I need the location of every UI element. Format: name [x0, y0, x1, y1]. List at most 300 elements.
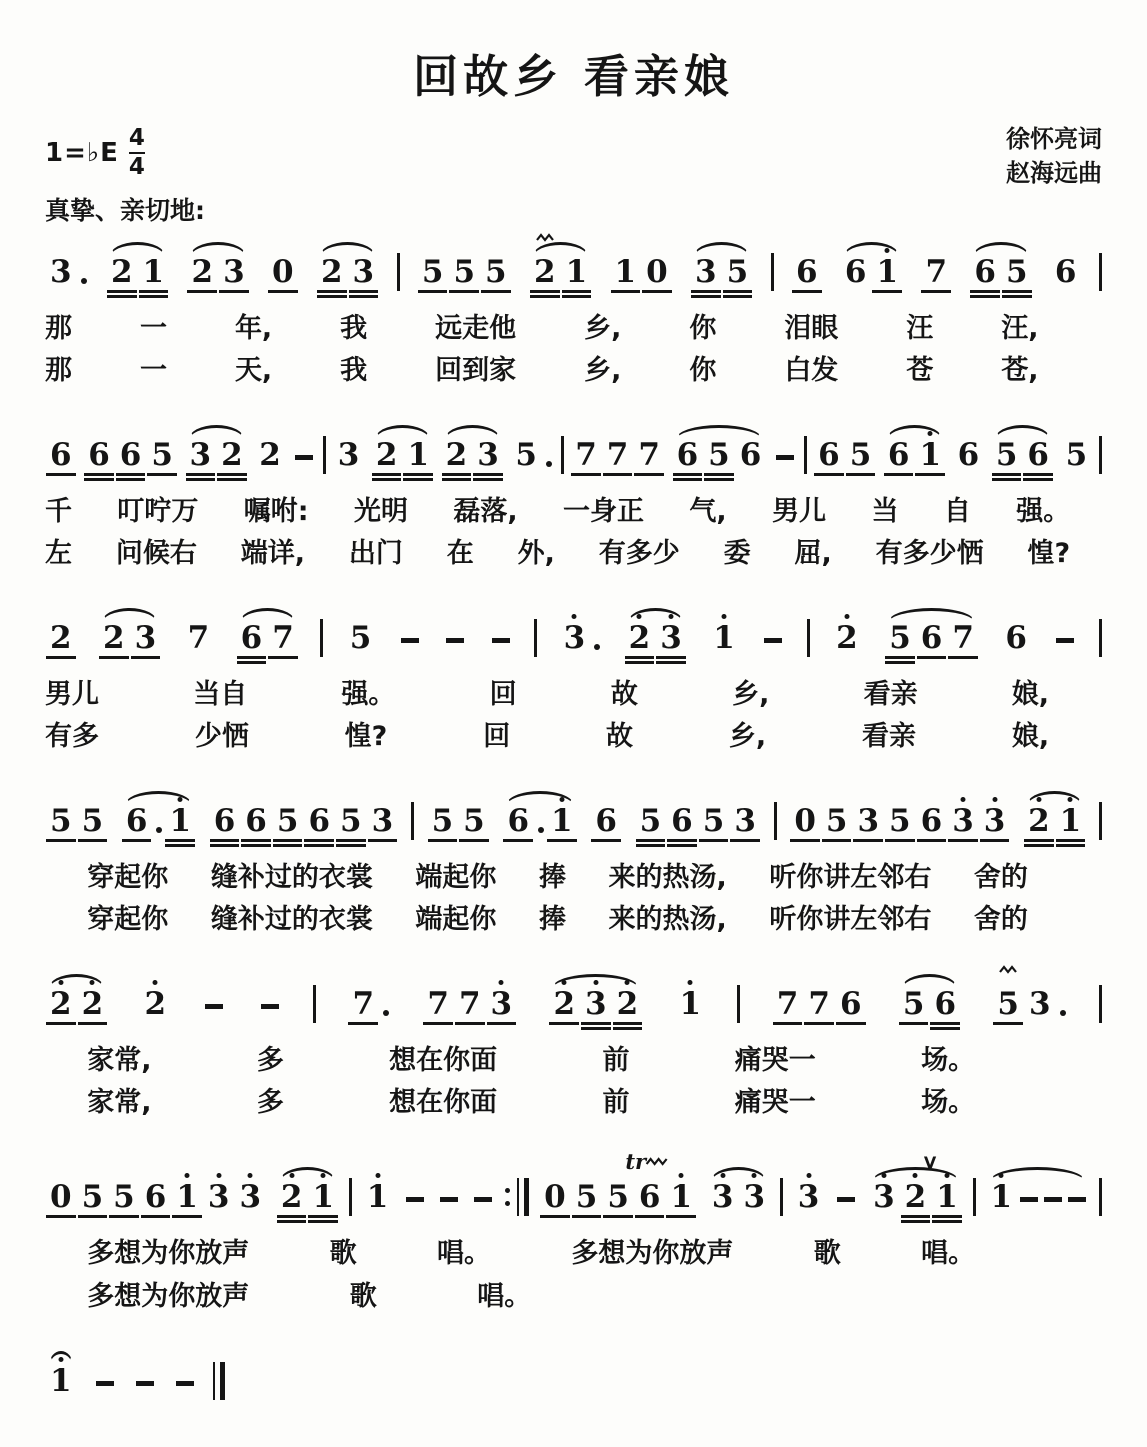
barline [534, 619, 537, 657]
dash-note [96, 1381, 114, 1386]
notes-row [45, 1144, 1102, 1227]
note [691, 254, 721, 290]
note [235, 1179, 265, 1216]
rhythm-underline [814, 473, 844, 476]
lyric-word: 那 [45, 313, 72, 344]
octave-dot-icon [999, 1173, 1004, 1178]
note [625, 1149, 665, 1216]
rhythm-underline [107, 295, 137, 298]
dash-note [1056, 638, 1074, 643]
note-group [570, 437, 665, 474]
lyric-word: 嘱咐: [243, 496, 309, 528]
rhythm-underline [237, 656, 267, 659]
rhythm-underline [459, 839, 489, 842]
rhythm-underline [704, 478, 734, 481]
octave-dot-icon [720, 1173, 725, 1178]
rhythm-underline [1056, 839, 1086, 842]
note-group [292, 455, 316, 471]
rhythm-underline [273, 839, 303, 842]
note-digit: 6 [974, 254, 996, 290]
note-digit: 5 [708, 437, 730, 474]
note [642, 254, 672, 290]
lyric-word: 端起你 [415, 904, 497, 936]
breath-mark-icon: V [923, 1153, 937, 1173]
rhythm-underline [603, 1215, 633, 1218]
lyrics-row [87, 1281, 531, 1312]
slurred-note-group [441, 437, 504, 474]
note [187, 254, 217, 290]
rhythm-underline [930, 1022, 960, 1025]
rhythm-underline [540, 1215, 570, 1218]
octave-dot-icon [752, 1173, 757, 1178]
rhythm-underline [273, 844, 303, 847]
octave-dot-icon [185, 1173, 190, 1178]
rhythm-underline [667, 844, 697, 847]
note-digit: 6 [795, 254, 818, 290]
note [792, 254, 822, 290]
note-digit: 5 [463, 803, 485, 840]
note [481, 254, 511, 290]
note-digit: 5 [607, 1179, 629, 1216]
octave-dot-icon [593, 980, 598, 985]
octave-dot-icon [559, 797, 564, 802]
credits [1006, 123, 1102, 190]
octave-dot-icon [58, 980, 63, 985]
rhythm-underline [642, 290, 672, 293]
rhythm-underline [503, 839, 533, 842]
note [473, 437, 503, 474]
slurred-note-group [316, 254, 379, 290]
note-group [675, 986, 707, 1023]
slurred-note-group [371, 437, 434, 474]
rhythm-underline [691, 290, 721, 293]
note-digit: 5 [453, 254, 476, 290]
octave-dot-icon [572, 614, 577, 619]
note-digit: 7 [925, 254, 948, 290]
rhythm-underline [109, 1215, 139, 1218]
note-group [992, 986, 1067, 1023]
note-digit: 2 [320, 254, 343, 290]
note-digit: 5 [151, 437, 173, 474]
note-group [347, 986, 391, 1023]
note [1051, 254, 1081, 290]
note-digit: 2 [110, 254, 133, 290]
lyric-word: 想在你面 [389, 1087, 498, 1119]
barline [807, 619, 810, 657]
rhythm-underline [210, 839, 240, 842]
music-line [45, 219, 1102, 386]
note [503, 803, 533, 840]
rhythm-underline [846, 473, 876, 476]
slurred-note-group [624, 620, 687, 657]
lyric-word: 年, [234, 313, 273, 344]
rhythm-underline [1023, 473, 1053, 476]
note [885, 620, 915, 657]
lyric-word: 一身正 [563, 496, 645, 528]
slurred-note-group [986, 1179, 1090, 1216]
note [268, 254, 298, 290]
rhythm-underline [336, 839, 366, 842]
notes-row [45, 402, 1102, 485]
rhythm-underline [46, 839, 76, 842]
score [45, 219, 1102, 1411]
note-digit: 5 [421, 254, 444, 290]
rhythm-underline [980, 839, 1010, 842]
note-digit: 5 [50, 803, 72, 840]
rhythm-underline [336, 844, 366, 847]
note [336, 803, 366, 840]
octave-dot-icon [928, 431, 933, 436]
note-digit: 6 [245, 803, 267, 840]
note [581, 986, 611, 1023]
note [613, 986, 643, 1023]
lyric-word: 磊落, [453, 496, 518, 528]
note-digit: 3 [695, 254, 717, 290]
octave-dot-icon [178, 797, 183, 802]
note [141, 1179, 171, 1216]
note-group [1053, 638, 1077, 654]
lyric-word: 男儿 [772, 496, 827, 528]
note-digit: 1 [919, 437, 942, 474]
rhythm-underline [625, 656, 655, 659]
augmentation-dot-icon [538, 827, 544, 833]
lyrics-row [45, 538, 1070, 569]
rhythm-underline [930, 1027, 960, 1030]
note [736, 437, 766, 474]
barline [780, 1178, 783, 1216]
rhythm-underline [268, 656, 298, 659]
rhythm-underline [268, 290, 298, 293]
note [308, 1179, 338, 1216]
rhythm-underline [473, 478, 503, 481]
note [901, 1153, 937, 1216]
barline [737, 985, 740, 1023]
octave-dot-icon [945, 1173, 950, 1178]
slurred-note-group [502, 803, 577, 840]
rhythm-underline [487, 1022, 517, 1025]
note [667, 803, 697, 840]
barline [349, 1178, 352, 1216]
rhythm-underline [139, 290, 169, 293]
lyric-word: 多想为你放声 [87, 1238, 250, 1270]
note-digit: 6 [957, 437, 980, 474]
lyric-word: 场。 [921, 1087, 976, 1119]
note [107, 254, 137, 290]
barline [411, 802, 414, 840]
note-digit: 7 [606, 437, 629, 474]
rhythm-underline [349, 290, 379, 293]
rhythm-underline [603, 473, 633, 476]
note [131, 620, 161, 657]
lyric-word: 白发 [784, 355, 839, 387]
note-digit: 3 [660, 620, 682, 657]
rhythm-underline [634, 473, 664, 476]
note [954, 437, 984, 474]
note [625, 620, 655, 657]
note [418, 254, 448, 290]
rhythm-underline [992, 473, 1022, 476]
note-group [761, 638, 785, 654]
note-group [45, 437, 77, 474]
rhythm-underline [699, 839, 729, 842]
lyric-word: 故 [610, 679, 638, 711]
lyric-word: 外, [517, 538, 555, 570]
note-group [403, 1197, 427, 1213]
note-digit: 2 [221, 437, 243, 474]
rhythm-underline [921, 290, 951, 293]
note [656, 620, 686, 657]
credit-lyricist: 徐怀亮词 [1006, 125, 1102, 153]
rhythm-underline [656, 661, 686, 664]
octave-dot-icon [1068, 797, 1073, 802]
slurred-note-group [1023, 803, 1086, 840]
rhythm-underline [656, 656, 686, 659]
barline [1099, 1178, 1102, 1216]
octave-dot-icon [153, 980, 158, 985]
note-digit: 7 [352, 986, 375, 1023]
rhythm-underline [562, 295, 592, 298]
rhythm-underline [368, 839, 398, 842]
note [1023, 437, 1053, 474]
note-group [510, 437, 554, 474]
lyrics-row [87, 1087, 975, 1118]
note-digit: 5 [702, 803, 725, 840]
rhythm-underline [317, 290, 347, 293]
note-digit: 2 [616, 986, 639, 1023]
note-digit: 6 [638, 1179, 661, 1216]
note-digit: 3 [223, 254, 245, 290]
note [739, 1179, 769, 1216]
octave-dot-icon [375, 1173, 380, 1178]
note [122, 803, 152, 840]
note [540, 1179, 570, 1216]
rhythm-underline [442, 478, 472, 481]
note-digit: 2 [533, 254, 556, 290]
note [948, 620, 978, 657]
note-group [427, 803, 490, 840]
note [46, 437, 76, 474]
rhythm-underline [99, 656, 129, 659]
dash-note [1020, 1197, 1038, 1202]
note [1056, 803, 1086, 840]
music-line [45, 768, 1102, 935]
rhythm-underline [885, 839, 915, 842]
note [591, 803, 621, 840]
rhythm-underline [403, 478, 433, 481]
note [172, 1179, 202, 1216]
note [459, 803, 489, 840]
rhythm-underline [673, 478, 703, 481]
note-group [1000, 620, 1032, 657]
lyric-word: 看亲 [862, 721, 916, 753]
dash-note [1068, 1197, 1086, 1202]
note-digit: 6 [88, 437, 110, 474]
rhythm-underline [277, 1215, 307, 1218]
note-group [254, 437, 286, 474]
lyric-word: 在 [446, 538, 474, 570]
dash-note [406, 1197, 424, 1202]
rhythm-underline [872, 290, 902, 293]
rhythm-underline [917, 656, 947, 659]
octave-dot-icon [216, 1173, 221, 1178]
lyric-word: 来的热汤, [608, 862, 727, 894]
rhythm-underline [625, 661, 655, 664]
note-digit: 6 [839, 986, 862, 1023]
note [723, 254, 753, 290]
note-digit: 3 [189, 437, 212, 474]
note [423, 986, 453, 1023]
rhythm-underline [723, 295, 753, 298]
rhythm-underline [210, 844, 240, 847]
lyrics-row [87, 904, 1028, 935]
lyric-word: 端起你 [415, 862, 497, 894]
note-digit: 1 [670, 1179, 693, 1216]
lyric-word: 舍的 [973, 862, 1028, 894]
note [836, 986, 866, 1023]
rhythm-underline [730, 839, 760, 842]
page-title: 回故乡 看亲娘 [413, 50, 734, 103]
note [917, 803, 947, 840]
note-digit: 3 [239, 1179, 262, 1216]
note-digit: 1 [1059, 803, 1082, 840]
slurred-note-group [898, 986, 961, 1023]
note [841, 254, 871, 290]
note [794, 1179, 824, 1216]
rhythm-underline [549, 1022, 579, 1025]
note-digit: 1 [876, 254, 899, 290]
lyric-word: 一 [139, 355, 167, 387]
note-group [789, 803, 1010, 840]
rhythm-underline [241, 839, 271, 842]
note [948, 803, 978, 840]
rhythm-underline [673, 473, 703, 476]
rhythm-underline [790, 839, 820, 842]
note [304, 803, 334, 840]
note-digit: 2 [836, 620, 858, 657]
rhythm-underline [372, 478, 402, 481]
octave-dot-icon [688, 980, 693, 985]
note-digit: 3 [563, 620, 586, 657]
rhythm-underline [348, 1022, 378, 1025]
note-group [443, 638, 467, 654]
note [273, 803, 303, 840]
note [184, 620, 214, 657]
lyric-word: 唱。 [921, 1238, 976, 1270]
augmentation-dot-icon [156, 827, 162, 833]
barline [774, 802, 777, 840]
dash-note [837, 1197, 855, 1202]
credit-composer: 赵海远曲 [1006, 158, 1102, 187]
meter-numerator: 4 [128, 125, 145, 151]
augmentation-dot-icon [546, 461, 552, 467]
slurred-note-group [548, 986, 643, 1023]
repeat-dots-icon [505, 1188, 510, 1206]
lyric-word: 回 [483, 721, 511, 753]
rhythm-underline [611, 290, 641, 293]
rhythm-underline [635, 1215, 665, 1218]
rhythm-underline [581, 1022, 611, 1025]
rhythm-underline [84, 473, 114, 476]
rhythm-underline [530, 290, 560, 293]
note-digit: 1 [990, 1179, 1013, 1216]
note [822, 803, 852, 840]
rhythm-underline [78, 1215, 108, 1218]
lyrics-row [45, 721, 1049, 752]
ornament-wave-icon [536, 233, 554, 242]
note-group [559, 620, 603, 657]
rhythm-underline [562, 290, 592, 293]
note [268, 620, 298, 657]
rhythm-underline [804, 1022, 834, 1025]
octave-dot-icon [913, 1173, 918, 1178]
note-digit: 6 [595, 803, 617, 840]
octave-dot-icon [960, 797, 965, 802]
note [442, 437, 472, 474]
slurred-note-group [186, 254, 249, 290]
dash-note [205, 1004, 223, 1009]
lyric-word: 听你讲左邻右 [769, 862, 932, 894]
note [46, 1362, 76, 1399]
octave-dot-icon [58, 1357, 63, 1362]
note [348, 986, 378, 1023]
note-digit: 2 [191, 254, 214, 290]
rhythm-underline [993, 1022, 1023, 1025]
rhythm-underline [308, 1220, 338, 1223]
dash-note [401, 638, 419, 643]
note-digit: 0 [272, 254, 294, 290]
music-line [45, 951, 1102, 1118]
dash-note [776, 455, 794, 460]
note-digit: 6 [844, 254, 867, 290]
octave-dot-icon [668, 614, 673, 619]
rhythm-underline [46, 473, 76, 476]
lyric-word: 唱。 [477, 1280, 532, 1312]
augmentation-dot-icon [81, 278, 87, 284]
lyric-word: 你 [689, 313, 717, 344]
rhythm-underline [704, 473, 734, 476]
rhythm-underline [885, 656, 915, 659]
note-digit: 7 [272, 620, 294, 657]
lyric-word: 前 [602, 1087, 630, 1119]
note-group [471, 1197, 495, 1213]
note-digit: 6 [507, 803, 530, 840]
augmentation-dot-icon [1060, 1010, 1066, 1016]
note [560, 620, 590, 657]
rhythm-underline [241, 844, 271, 847]
note-group [417, 254, 512, 290]
slurred-note-group [236, 620, 299, 657]
lyric-word: 光明 [353, 496, 408, 528]
meter-denominator: 4 [128, 154, 145, 180]
slurred-note-group [672, 437, 767, 474]
note [363, 1179, 393, 1216]
augmentation-dot-icon [594, 644, 600, 650]
note-digit: 1 [312, 1179, 335, 1216]
dash-note [295, 455, 313, 460]
lyric-word: 想在你面 [389, 1045, 498, 1077]
note-digit: 5 [825, 803, 848, 840]
note-digit: 2 [628, 620, 651, 657]
note [346, 620, 376, 657]
note-digit: 6 [739, 437, 762, 474]
note [872, 254, 902, 290]
rhythm-underline [853, 839, 883, 842]
lyrics-row [45, 679, 1049, 710]
note-digit: 3 [711, 1179, 734, 1216]
note [449, 254, 479, 290]
lyric-word: 当 [871, 496, 899, 528]
note [116, 437, 146, 474]
